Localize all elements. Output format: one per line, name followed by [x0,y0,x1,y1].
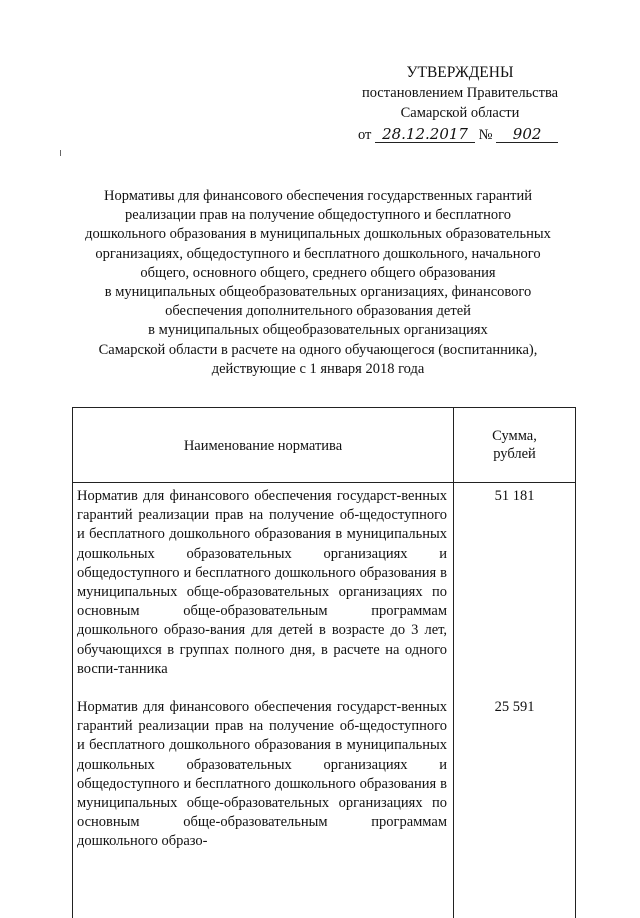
table-header [73,408,575,483]
title-line: в муниципальных общеобразовательных организациях [148,322,488,339]
handwritten-date: 28.12.2017 [375,126,475,143]
normatives-table [72,407,576,918]
header-sum-line-1: Сумма, [492,428,537,444]
header-sum [454,427,575,463]
document-title [68,187,568,379]
approval-block [340,63,580,145]
title-line: дошкольного образования в муниципальных дошкольных образовательных [85,226,551,243]
number-prefix: № [478,127,493,143]
approval-line-1: постановлением Правительства [361,85,559,101]
table-row-description: Норматив для финансового обеспечения государст-венных гарантий реализации прав на получение об-щедоступного и бесплатного дошкольного образования в муниципальных дошкольных образовательных организациях и общедоступного и бесплатного дошкольного образования в муниципальных обще-образовательных организациях по основным обще-образовательным программам дошкольного образо- [77,699,447,850]
table-row-description: Норматив для финансового обеспечения государст-венных гарантий реализации прав на получение об-щедоступного и бесплатного дошкольного образования в муниципальных дошкольных образовательных организациях и общедоступного и бесплатного дошкольного образования в муниципальных обще-образовательных организациях по основным обще-образовательным программам дошкольного образо-вания для детей в возрасте до 3 лет, обучающихся в группах полного дня, в расчете на одного воспи-танника [77,488,447,677]
title-line: действующие с 1 января 2018 года [211,360,425,377]
date-prefix: от [358,127,372,143]
table-row-sum: 25 591 [494,699,535,715]
title-line: реализации прав на получение общедоступного и бесплатного [125,207,511,224]
title-line: общего, основного общего, среднего общего образования [140,264,496,281]
column-divider [453,408,454,918]
approval-line-2: Самарской области [400,105,520,121]
scan-mark [60,150,61,156]
title-line: обеспечения дополнительного образования детей [165,303,471,320]
approval-heading: УТВЕРЖДЕНЫ [406,64,514,81]
handwritten-number: 902 [496,126,558,143]
header-name: Наименование норматива [183,438,343,454]
header-sum-line-2: рублей [493,446,536,462]
table-row-sum: 51 181 [494,488,535,504]
title-line: Нормативы для финансового обеспечения государственных гарантий [103,188,533,204]
title-line: в муниципальных общеобразовательных организациях, финансового [104,284,532,301]
approval-date-line [340,125,580,145]
title-line: организациях, общедоступного и бесплатного дошкольного, начального [95,245,541,262]
title-line: Самарской области в расчете на одного обучающегося (воспитанника), [98,341,538,358]
